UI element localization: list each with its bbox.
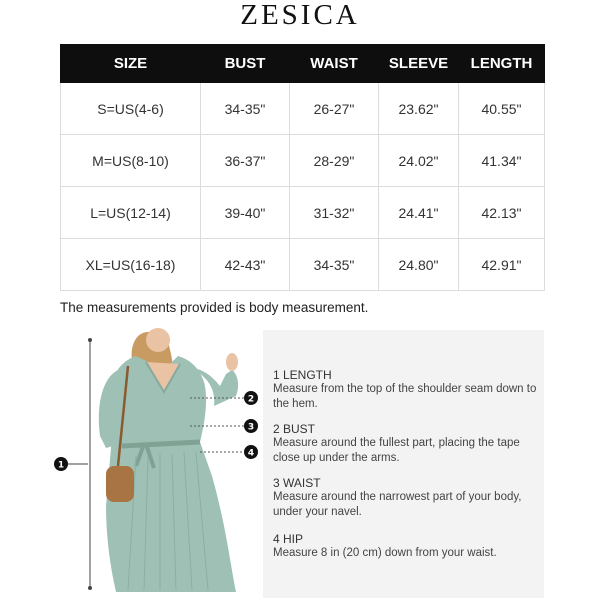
hand-shape [226,353,238,371]
cell-bust: 36-37" [201,135,290,187]
cell-sleeve: 24.80" [379,239,459,291]
instruction-waist [273,476,538,519]
cell-size: L=US(12-14) [61,187,201,239]
cell-sleeve: 23.62" [379,83,459,135]
instruction-title: 3 WAIST [273,476,321,490]
cell-bust: 42-43" [201,239,290,291]
instruction-text: Measure from the top of the shoulder seam down to the hem. [273,383,537,410]
header-length: LENGTH [459,45,545,83]
marker-1-label: 1 [57,460,65,471]
cell-size: M=US(8-10) [61,135,201,187]
size-chart-table [60,44,545,291]
instruction-title: 2 BUST [273,422,316,436]
instruction-title: 1 LENGTH [273,368,332,382]
table-row [61,83,545,135]
marker-1-icon [54,457,68,471]
table-header-row [61,45,545,83]
cell-sleeve: 24.02" [379,135,459,187]
instruction-length [273,368,538,411]
marker-4-icon [244,445,258,459]
cell-waist: 34-35" [290,239,379,291]
cell-length: 40.55" [459,83,545,135]
cell-length: 42.91" [459,239,545,291]
header-sleeve: SLEEVE [379,45,459,83]
marker-3-icon [244,419,258,433]
cell-bust: 39-40" [201,187,290,239]
marker-2-label: 2 [247,394,255,405]
cell-waist: 31-32" [290,187,379,239]
table-row [61,135,545,187]
measurement-instructions-panel [263,330,544,598]
instruction-text: Measure around the narrowest part of your body, under your navel. [273,491,522,518]
marker-3-label: 3 [247,422,255,433]
marker-4-label: 4 [247,448,255,459]
cell-waist: 26-27" [290,83,379,135]
table-row [61,187,545,239]
header-waist: WAIST [290,45,379,83]
instruction-title: 4 HIP [273,532,304,546]
cell-length: 41.34" [459,135,545,187]
cell-bust: 34-35" [201,83,290,135]
header-size: SIZE [61,45,201,83]
brand-logo: ZESICA [240,0,360,31]
measurement-note: The measurements provided is body measurement. [60,300,369,315]
marker-2-icon [244,391,258,405]
instruction-hip [273,532,538,561]
header-bust: BUST [201,45,290,83]
cell-sleeve: 24.41" [379,187,459,239]
instruction-text: Measure 8 in (20 cm) down from your waist. [273,547,497,559]
cell-size: S=US(4-6) [61,83,201,135]
face-shape [146,328,170,352]
model-illustration [40,326,270,600]
cell-length: 42.13" [459,187,545,239]
instruction-text: Measure around the fullest part, placing the tape close up under the arms. [273,437,520,464]
cell-size: XL=US(16-18) [61,239,201,291]
table-row [61,239,545,291]
handbag-shape [106,466,134,502]
instruction-bust [273,422,538,465]
cell-waist: 28-29" [290,135,379,187]
left-arm-shape [99,370,120,448]
